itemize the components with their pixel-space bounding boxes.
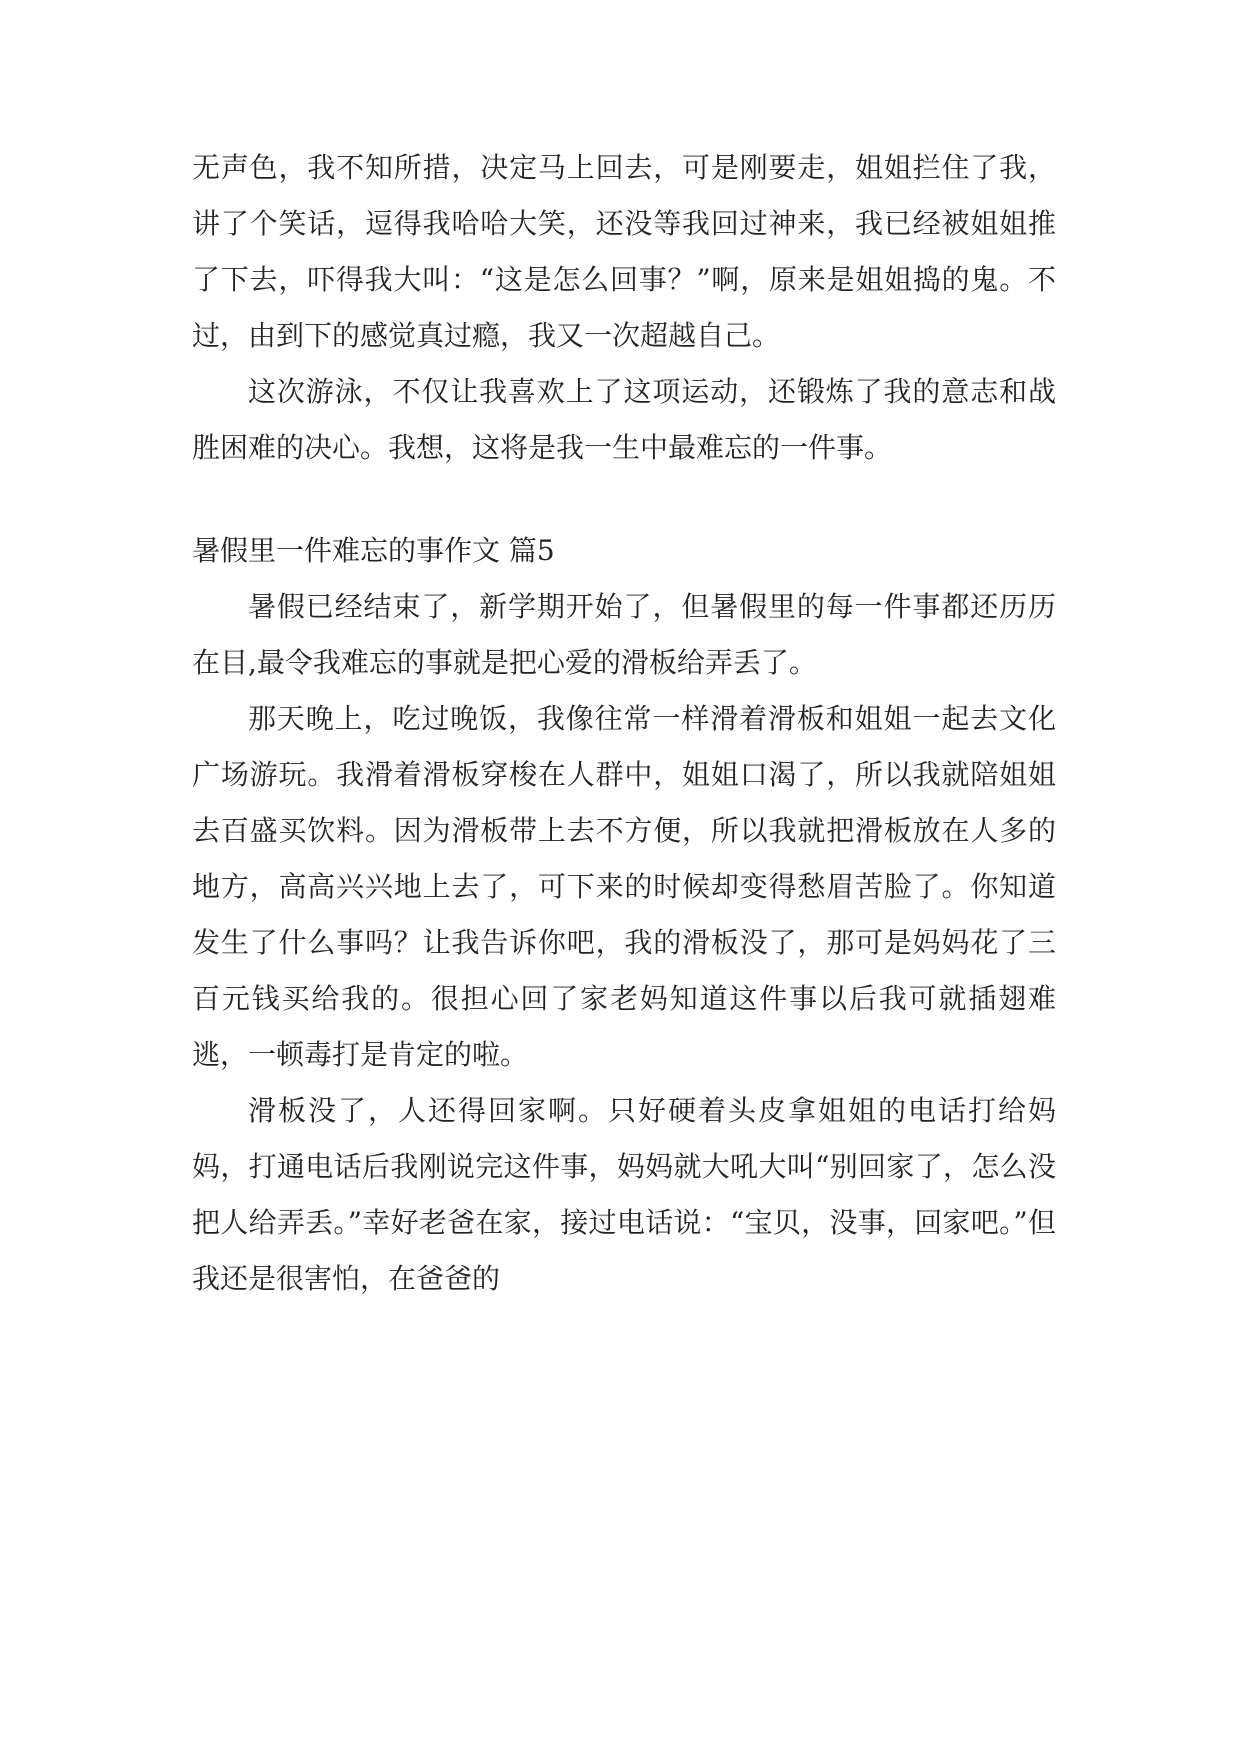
paragraph-phone-call: 滑板没了，人还得回家啊。只好硬着头皮拿姐姐的电话打给妈妈，打通电话后我刚说完这件事，妈妈就大吼大叫“别回家了，怎么没把人给弄丢。”幸好老爸在家，接过电话说：“宝贝，没事，回家吧。”但我还是很害怕，在爸爸的 — [192, 1094, 1056, 1295]
paragraph-continuation: 无声色，我不知所措，决定马上回去，可是刚要走，姐姐拦住了我，讲了个笑话，逗得我哈哈大笑，还没等我回过神来，我已经被姐姐推了下去，吓得我大叫：“这是怎么回事？”啊，原来是姐姐捣的鬼。不过，由到下的感觉真过瘾，我又一次超越自己。 — [192, 151, 1056, 352]
section-heading: 暑假里一件难忘的事作文 篇5 — [192, 534, 555, 567]
paragraph-story: 那天晚上，吃过晚饭，我像往常一样滑着滑板和姐姐一起去文化广场游玩。我滑着滑板穿梭在人群中，姐姐口渴了，所以我就陪姐姐去百盛买饮料。因为滑板带上去不方便，所以我就把滑板放在人多的地方，高高兴兴地上去了，可下来的时候却变得愁眉苦脸了。你知道发生了什么事吗？让我告诉你吧，我的滑板没了，那可是妈妈花了三百元钱买给我的。很担心回了家老妈知道这件事以后我可就插翅难逃，一顿毒打是肯定的啦。 — [192, 702, 1056, 1071]
paragraph-conclusion: 这次游泳，不仅让我喜欢上了这项运动，还锻炼了我的意志和战胜困难的决心。我想，这将是我一生中最难忘的一件事。 — [192, 375, 1056, 464]
document-body — [192, 140, 1056, 1307]
paragraph-intro: 暑假已经结束了，新学期开始了，但暑假里的每一件事都还历历在目,最令我难忘的事就是把心爱的滑板给弄丢了。 — [192, 590, 1056, 679]
